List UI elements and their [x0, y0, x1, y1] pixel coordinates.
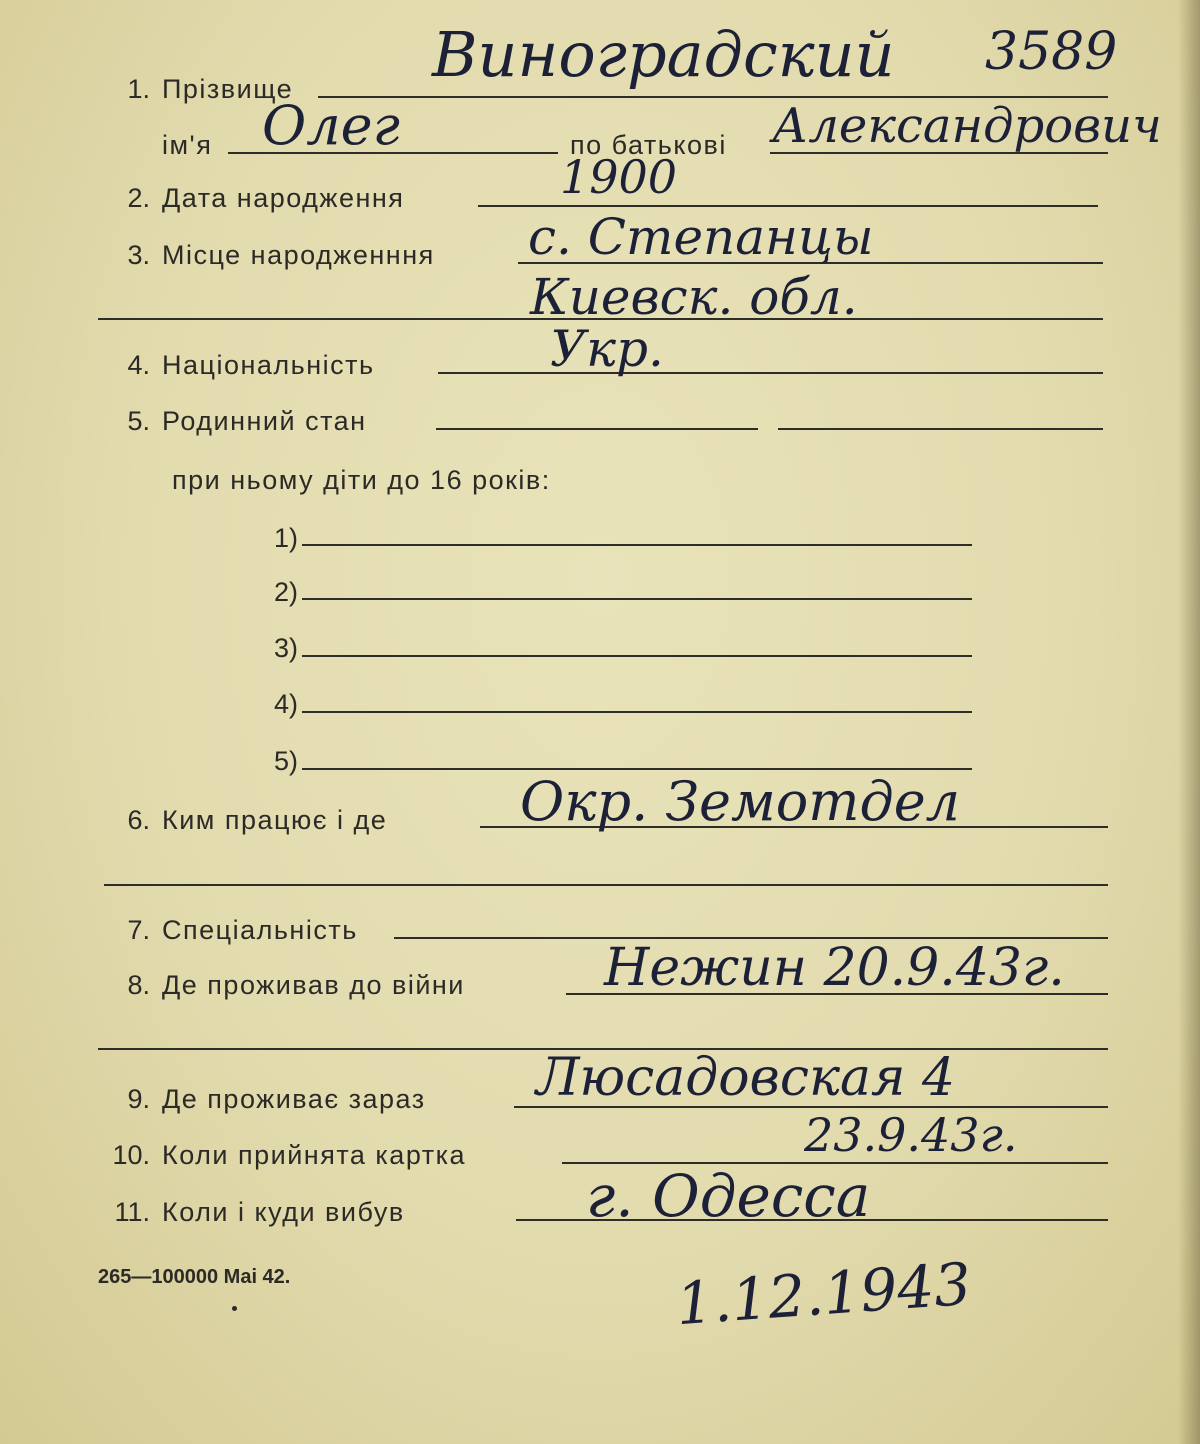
- first-name-label: ім'я: [162, 130, 213, 160]
- departure-label: Коли і куди вибув: [162, 1197, 405, 1227]
- card-accepted-label: Коли прийнята картка: [162, 1140, 467, 1170]
- child-number: 5): [273, 746, 298, 776]
- child-line: [302, 598, 972, 600]
- child-line: [302, 655, 972, 657]
- birth-place-value-1: с. Степанцы: [528, 208, 874, 266]
- birth-date-line: [478, 205, 1098, 207]
- field-number: 10.: [112, 1140, 150, 1170]
- surname-label: Прізвище: [162, 74, 294, 104]
- field-number: 7.: [127, 915, 150, 945]
- field-number: 6.: [127, 805, 150, 835]
- patronymic-label: по батькові: [570, 130, 727, 160]
- field-number: 4.: [127, 350, 150, 380]
- nationality-line: [438, 372, 1103, 374]
- paper-edge-shadow: [1178, 0, 1200, 1444]
- departure-value: г. Одесса: [586, 1162, 871, 1230]
- patronymic-value: Александрович: [772, 98, 1162, 154]
- child-number: 1): [273, 523, 298, 553]
- birth-date-value: 1900: [560, 150, 678, 204]
- child-line: [302, 544, 972, 546]
- prewar-residence-value: Нежин 20.9.43г.: [604, 938, 1065, 998]
- birth-date-label: Дата народження: [162, 183, 405, 213]
- marital-status-label: Родинний стан: [162, 406, 367, 436]
- child-number: 2): [273, 577, 298, 607]
- marital-status-line-a: [436, 428, 758, 430]
- ink-dot: [232, 1306, 237, 1311]
- current-residence-value: Люсадовская 4: [536, 1048, 956, 1108]
- field-number: 8.: [127, 970, 150, 1000]
- nationality-label: Національність: [162, 350, 375, 380]
- first-name-value: Олег: [262, 94, 400, 157]
- occupation-value: Окр. Земотдел: [520, 770, 961, 833]
- occupation-line-2: [104, 884, 1108, 886]
- children-header-label: при ньому діти до 16 років:: [172, 465, 551, 495]
- departure-date: 1.12.1943: [673, 1249, 974, 1339]
- child-number: 4): [273, 689, 298, 719]
- birth-place-value-2: Киевск. обл.: [530, 268, 858, 326]
- print-code: 265—100000 Mai 42.: [98, 1266, 291, 1288]
- field-number: 11.: [114, 1197, 150, 1227]
- birth-place-label: Місце народженння: [162, 240, 435, 270]
- field-number: 9.: [127, 1084, 150, 1114]
- field-number: 2.: [127, 183, 150, 213]
- marital-status-line-b: [778, 428, 1103, 430]
- prewar-residence-label: Де проживав до війни: [162, 970, 465, 1000]
- card-accepted-value: 23.9.43г.: [804, 1108, 1018, 1162]
- field-number: 5.: [127, 406, 150, 436]
- record-number: 3589: [985, 22, 1118, 82]
- speciality-label: Спеціальність: [162, 915, 358, 945]
- current-residence-label: Де проживає зараз: [162, 1084, 426, 1114]
- surname-value: Виноградский: [432, 18, 895, 91]
- field-number: 1.: [127, 74, 150, 104]
- child-number: 3): [273, 633, 298, 663]
- occupation-label: Ким працює і де: [162, 805, 388, 835]
- child-line: [302, 711, 972, 713]
- nationality-value: Укр.: [550, 320, 664, 378]
- field-number: 3.: [127, 240, 150, 270]
